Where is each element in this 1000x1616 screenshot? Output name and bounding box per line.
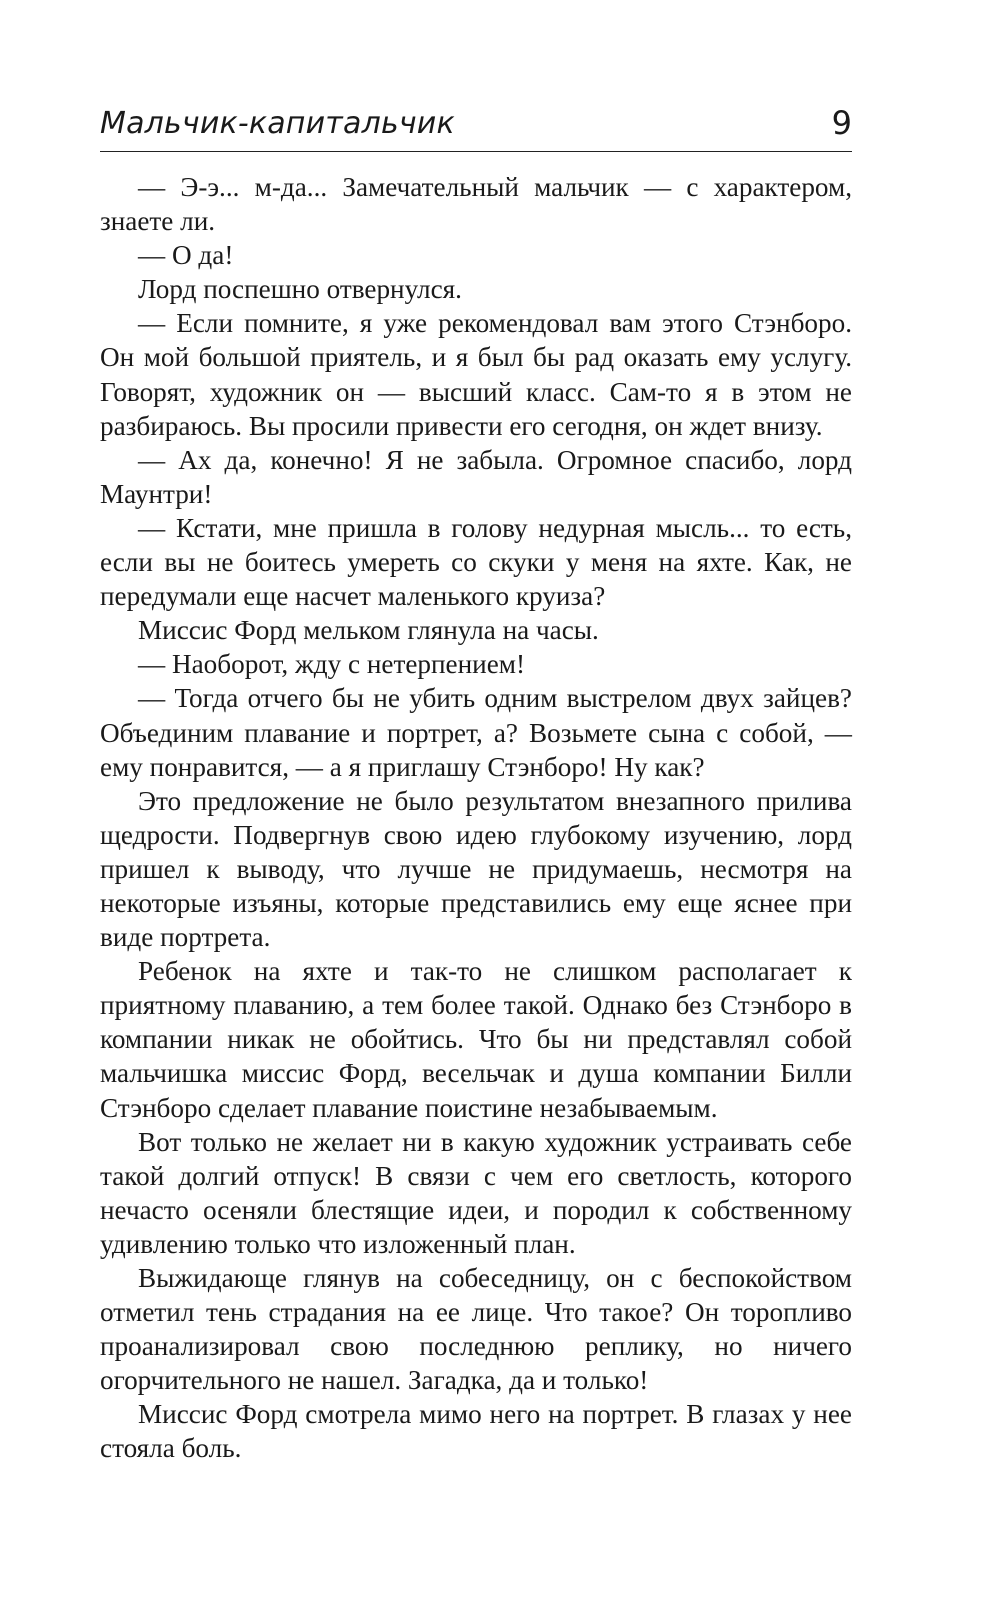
paragraph: Выжидающе глянув на собеседницу, он с беспокойством отметил тень страдания на ее лице. Что такое? Он торопливо проанализировал свою последнюю реплику, но ничего огорчительного не нашел. Загадка, да и только! [100,1263,852,1396]
text-body [100,170,852,1466]
paragraph: Вот только не желает ни в какую художник устраивать себе такой долгий отпуск! В связи с чем его светлость, которого нечасто осеняли блестящие идеи, и породил к собственному удивлению только что изложенный план. [100,1126,852,1259]
paragraph: Это предложение не было результатом внезапного прилива щедрости. Подвергнув свою идею глубокому изучению, лорд пришел к выводу, что лучше не придумаешь, несмотря на некоторые изъяны, которые представились ему еще яснее при виде портрета. [100,785,852,953]
paragraph: — Наоборот, жду с нетерпением! [138,649,526,680]
paragraph: Миссис Форд смотрела мимо него на портрет. В глазах у нее стояла боль. [100,1399,852,1464]
paragraph: — О да! [138,240,234,271]
paragraph: — Кстати, мне пришла в голову недурная мысль... то есть, если вы не боитесь умереть со скуки у меня на яхте. Как, не передумали еще насчет маленького круиза? [100,512,852,612]
paragraph: Миссис Форд мельком глянула на часы. [138,615,599,646]
paragraph: — Тогда отчего бы не убить одним выстрелом двух зайцев? Объединим плавание и портрет, а? Возьмете сына с собой, — ему понравится, — а я приглашу Стэнборо! Ну как? [100,683,852,782]
paragraph: — Ах да, конечно! Я не забыла. Огромное спасибо, лорд Маунтри! [100,444,852,509]
paragraph: — Э-э... м-да... Замечательный мальчик — с характером, знаете ли. [100,172,852,237]
running-header [100,104,852,152]
paragraph: — Если помните, я уже рекомендовал вам этого Стэнборо. Он мой большой приятель, и я был бы рад оказать ему услугу. Говорят, художник он — высший класс. Сам-то я в этом не разбираюсь. Вы просили привести его сегодня, он ждет внизу. [100,308,852,441]
paragraph: Лорд поспешно отвернулся. [138,274,462,305]
page-number: 9 [831,104,852,142]
paragraph: Ребенок на яхте и так-то не слишком располагает к приятному плаванию, а тем более такой. Однако без Стэнборо в компании никак не обойтись. Что бы ни представлял собой мальчишка миссис Форд, весельчак и душа компании Билли Стэнборо сделает плавание поистине незабываемым. [100,956,852,1123]
book-title: Мальчик-капитальчик [100,106,455,141]
